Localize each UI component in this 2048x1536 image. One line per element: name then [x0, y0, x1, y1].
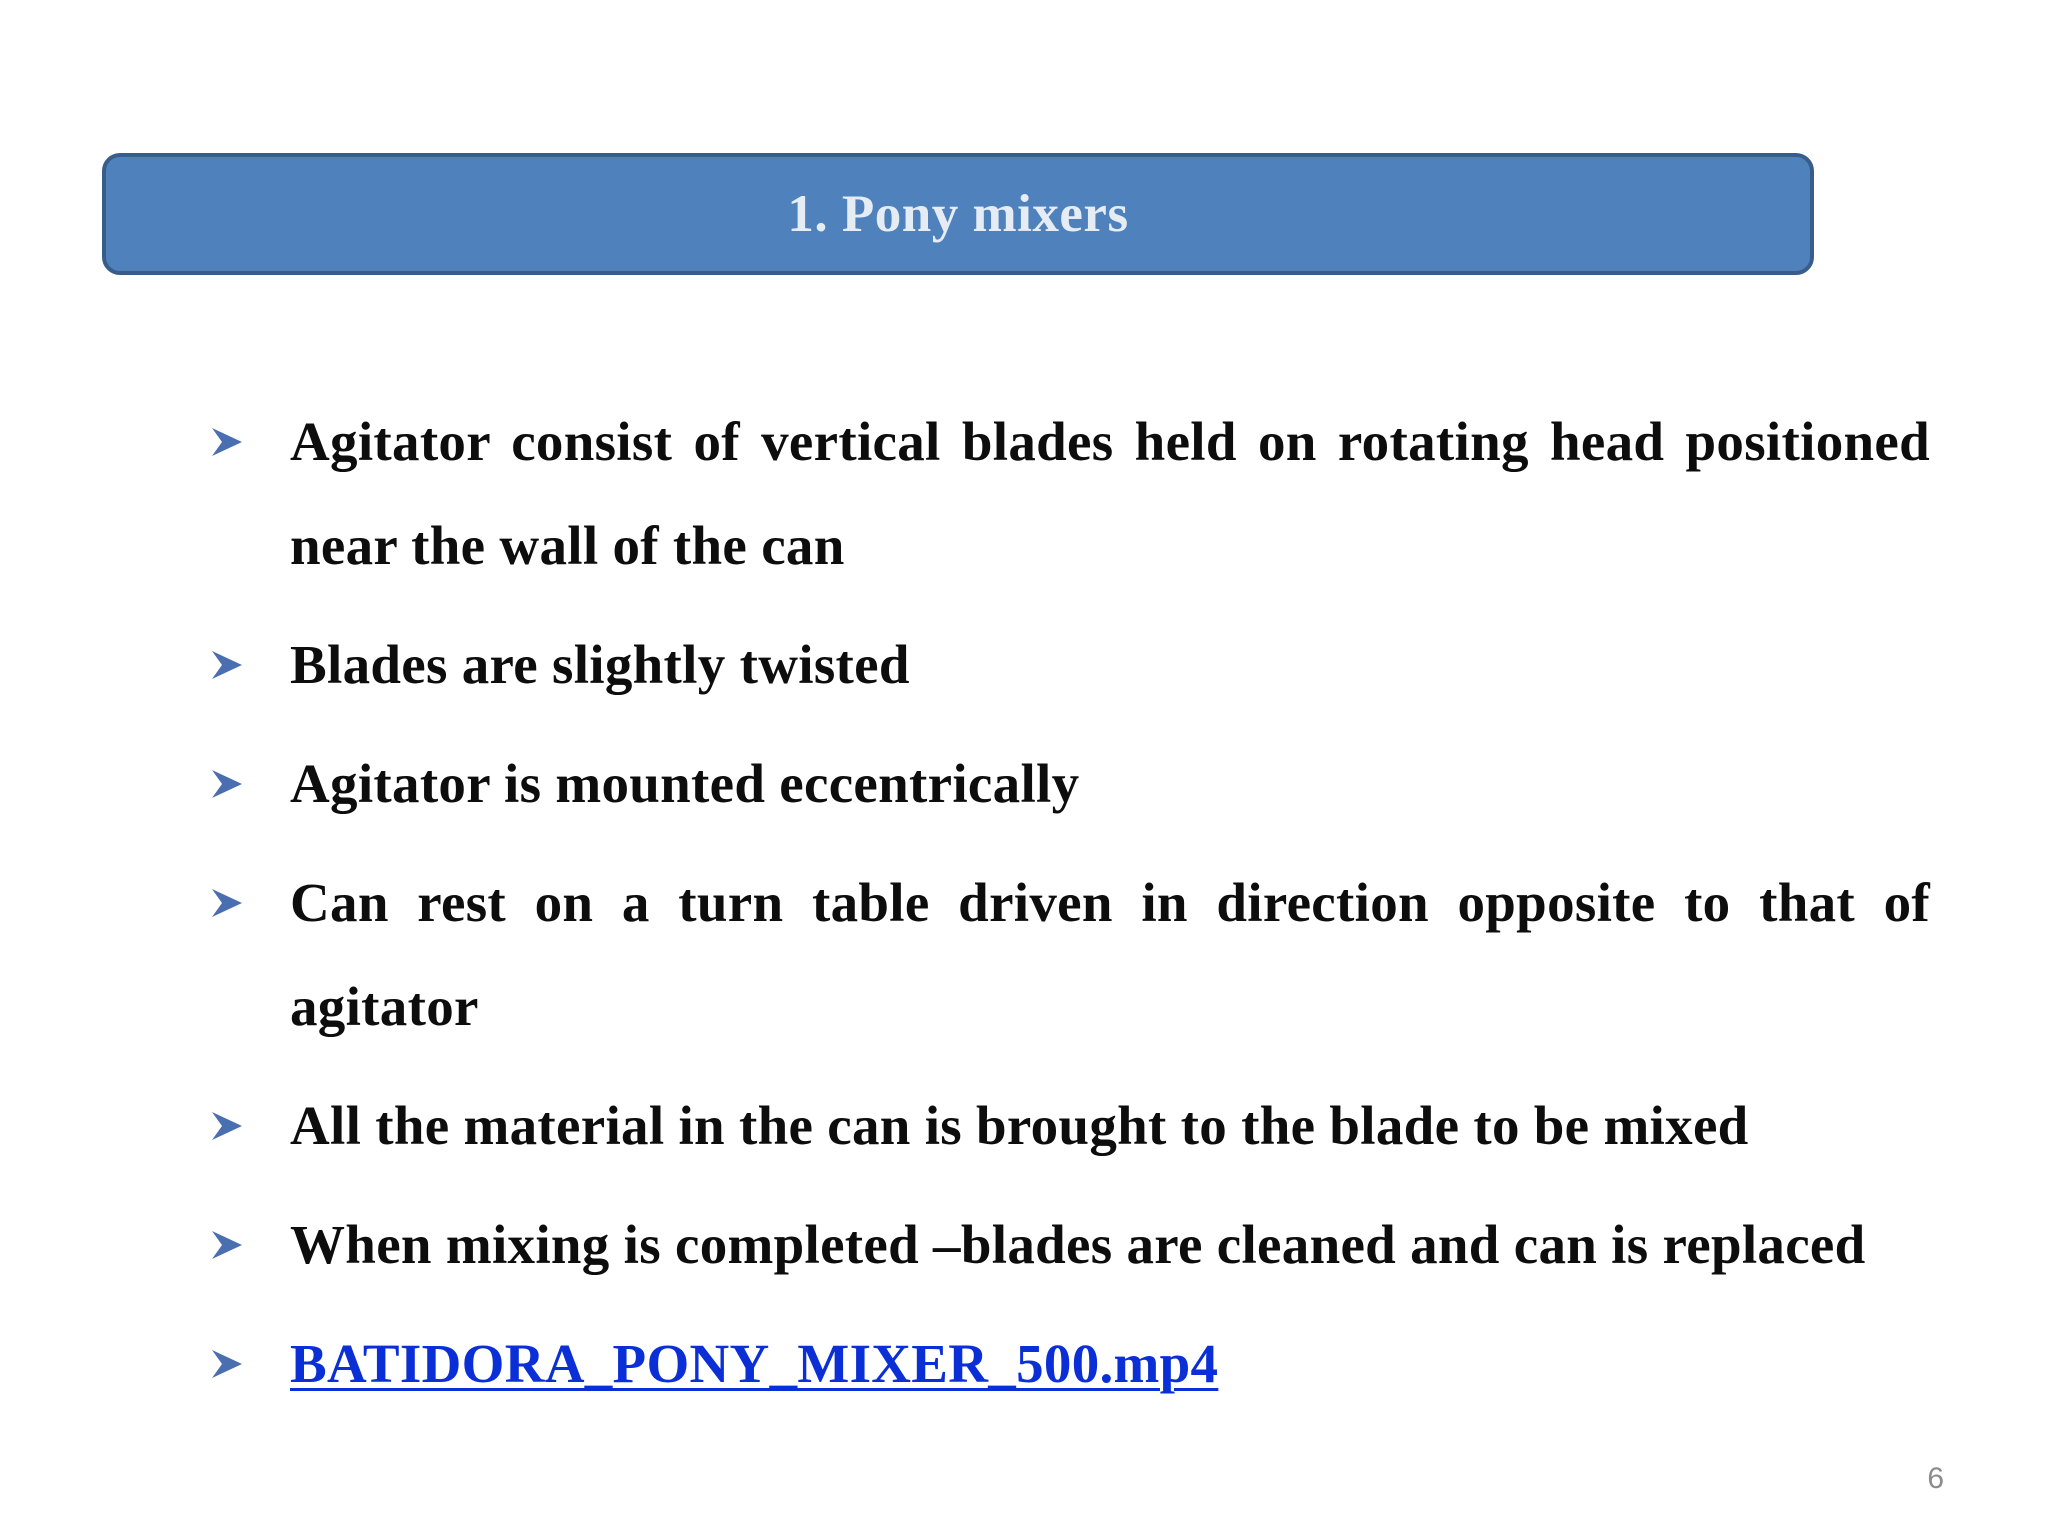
- video-link[interactable]: BATIDORA_PONY_MIXER_500.mp4: [290, 1333, 1219, 1394]
- bullet-text: Agitator is mounted eccentrically: [290, 753, 1080, 814]
- arrow-bullet-icon: [210, 1074, 290, 1178]
- bullet-item: [210, 851, 1930, 1059]
- bullet-text: Agitator consist of vertical blades held on rotating head positioned near the wall of the can: [290, 411, 1930, 576]
- arrow-bullet-icon: [210, 1193, 290, 1297]
- bullet-list: [210, 390, 1930, 1431]
- arrow-bullet-icon: [210, 851, 290, 955]
- arrow-bullet-icon: [210, 613, 290, 717]
- bullet-link-wrapper: [290, 1312, 1930, 1416]
- title-bar: [102, 153, 1814, 275]
- slide-title: 1. Pony mixers: [787, 185, 1129, 243]
- bullet-item: [210, 613, 1930, 717]
- page-number: 6: [1927, 1462, 1944, 1495]
- bullet-text: When mixing is completed –blades are cleaned and can is replaced: [290, 1214, 1866, 1275]
- bullet-text: Blades are slightly twisted: [290, 634, 910, 695]
- bullet-item: [210, 732, 1930, 836]
- bullet-item: [210, 1193, 1930, 1297]
- bullet-item: [210, 1074, 1930, 1178]
- bullet-item: [210, 390, 1930, 598]
- arrow-bullet-icon: [210, 390, 290, 494]
- arrow-bullet-icon: [210, 1312, 290, 1416]
- bullet-text: Can rest on a turn table driven in direction opposite to that of agitator: [290, 872, 1930, 1037]
- bullet-text: All the material in the can is brought to the blade to be mixed: [290, 1095, 1749, 1156]
- bullet-item: [210, 1312, 1930, 1416]
- arrow-bullet-icon: [210, 732, 290, 836]
